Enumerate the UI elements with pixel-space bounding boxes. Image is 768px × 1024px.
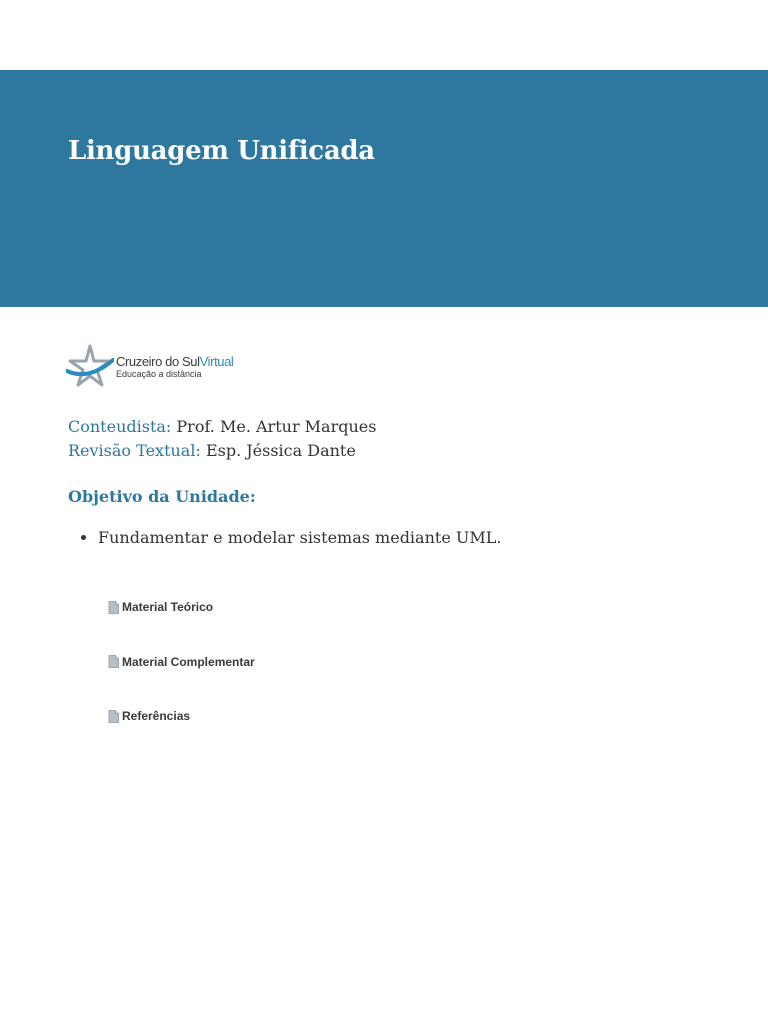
document-icon [108, 710, 119, 723]
title-banner [0, 70, 768, 307]
credit-reviewer [68, 439, 376, 463]
logo-brand-accent: Virtual [199, 354, 234, 369]
objective-item: • Fundamentar e modelar sistemas mediante UML. [98, 526, 501, 550]
document-icon [108, 655, 119, 668]
objective-list [68, 526, 501, 550]
credit-author-label: Conteudista: [68, 417, 172, 436]
credit-reviewer-label: Revisão Textual: [68, 441, 201, 460]
credit-reviewer-value: Esp. Jéssica Dante [205, 441, 356, 460]
link-referencias[interactable] [108, 708, 255, 724]
credit-author-value: Prof. Me. Artur Marques [176, 417, 377, 436]
document-icon [108, 601, 119, 614]
logo-brand-main: Cruzeiro do Sul [116, 354, 200, 369]
link-material-complementar[interactable] [108, 654, 255, 670]
link-material-teorico-label: Material Teórico [122, 600, 214, 614]
logo-tagline: Educação a distância [116, 369, 202, 379]
institution-logo [66, 344, 246, 390]
material-links [108, 599, 255, 763]
credits-block [68, 415, 376, 463]
objective-heading: Objetivo da Unidade: [68, 487, 256, 506]
link-material-teorico[interactable] [108, 599, 255, 615]
link-material-complementar-label: Material Complementar [122, 654, 255, 669]
page-title: Linguagem Unificada [68, 136, 375, 166]
link-referencias-label: Referências [122, 709, 191, 723]
credit-author [68, 415, 376, 439]
star-logo-icon [66, 344, 114, 388]
